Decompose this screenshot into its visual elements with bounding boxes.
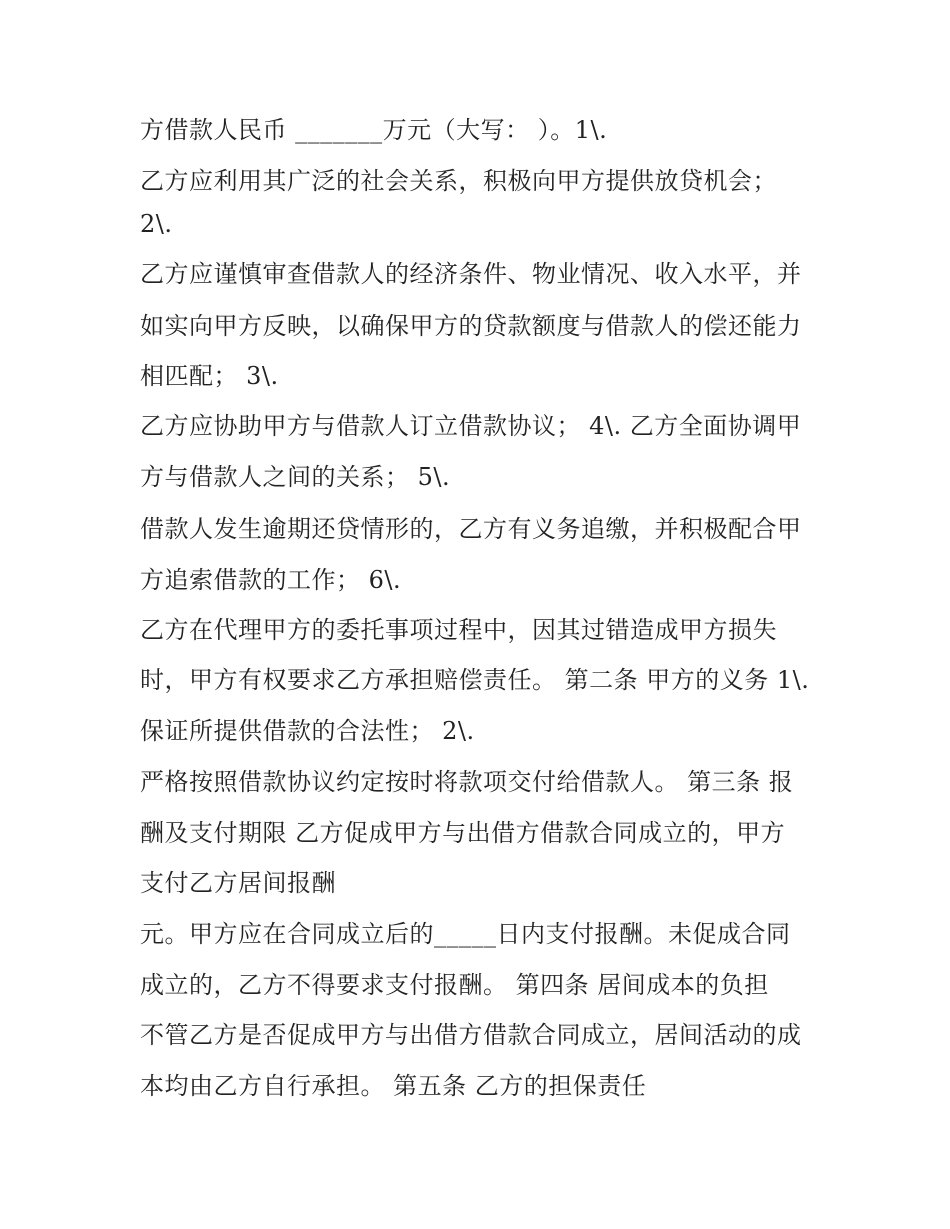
text-line-2: 乙方应利用其广泛的社会关系，积极向甲方提供放贷机会； bbox=[140, 167, 777, 195]
text-line-13: 保证所提供借款的合法性； 2\. bbox=[140, 717, 475, 745]
text-line-19: 不管乙方是否促成甲方与出借方借款合同成立，居间活动的成 bbox=[140, 1021, 802, 1049]
text-line-4: 乙方应谨慎审查借款人的经济条件、物业情况、收入水平，并 bbox=[140, 260, 802, 288]
text-line-12: 时，甲方有权要求乙方承担赔偿责任。 第二条 甲方的义务 1\. bbox=[140, 666, 810, 694]
text-line-20: 本均由乙方自行承担。 第五条 乙方的担保责任 bbox=[140, 1072, 647, 1100]
text-line-5: 如实向甲方反映，以确保甲方的贷款额度与借款人的偿还能力 bbox=[140, 312, 802, 340]
text-line-1: 方借款人民币 _______万元（大写： ）。1\. bbox=[140, 116, 608, 144]
text-line-10: 方追索借款的工作； 6\. bbox=[140, 566, 402, 594]
text-line-16: 支付乙方居间报酬 bbox=[140, 869, 336, 897]
text-line-17: 元。甲方应在合同成立后的_____日内支付报酬。未促成合同 bbox=[140, 920, 791, 948]
text-line-3: 2\. bbox=[140, 210, 173, 238]
text-line-14: 严格按照借款协议约定按时将款项交付给借款人。 第三条 报 bbox=[140, 768, 794, 796]
text-line-18: 成立的，乙方不得要求支付报酬。 第四条 居间成本的负担 bbox=[140, 971, 769, 999]
text-line-11: 乙方在代理甲方的委托事项过程中，因其过错造成甲方损失 bbox=[140, 616, 777, 644]
text-line-8: 方与借款人之间的关系； 5\. bbox=[140, 463, 451, 491]
text-line-7: 乙方应协助甲方与借款人订立借款协议； 4\. 乙方全面协调甲 bbox=[140, 412, 802, 440]
text-line-9: 借款人发生逾期还贷情形的，乙方有义务追缴，并积极配合甲 bbox=[140, 515, 802, 543]
text-line-15: 酬及支付期限 乙方促成甲方与出借方借款合同成立的，甲方 bbox=[140, 819, 786, 847]
text-line-6: 相匹配； 3\. bbox=[140, 362, 279, 390]
